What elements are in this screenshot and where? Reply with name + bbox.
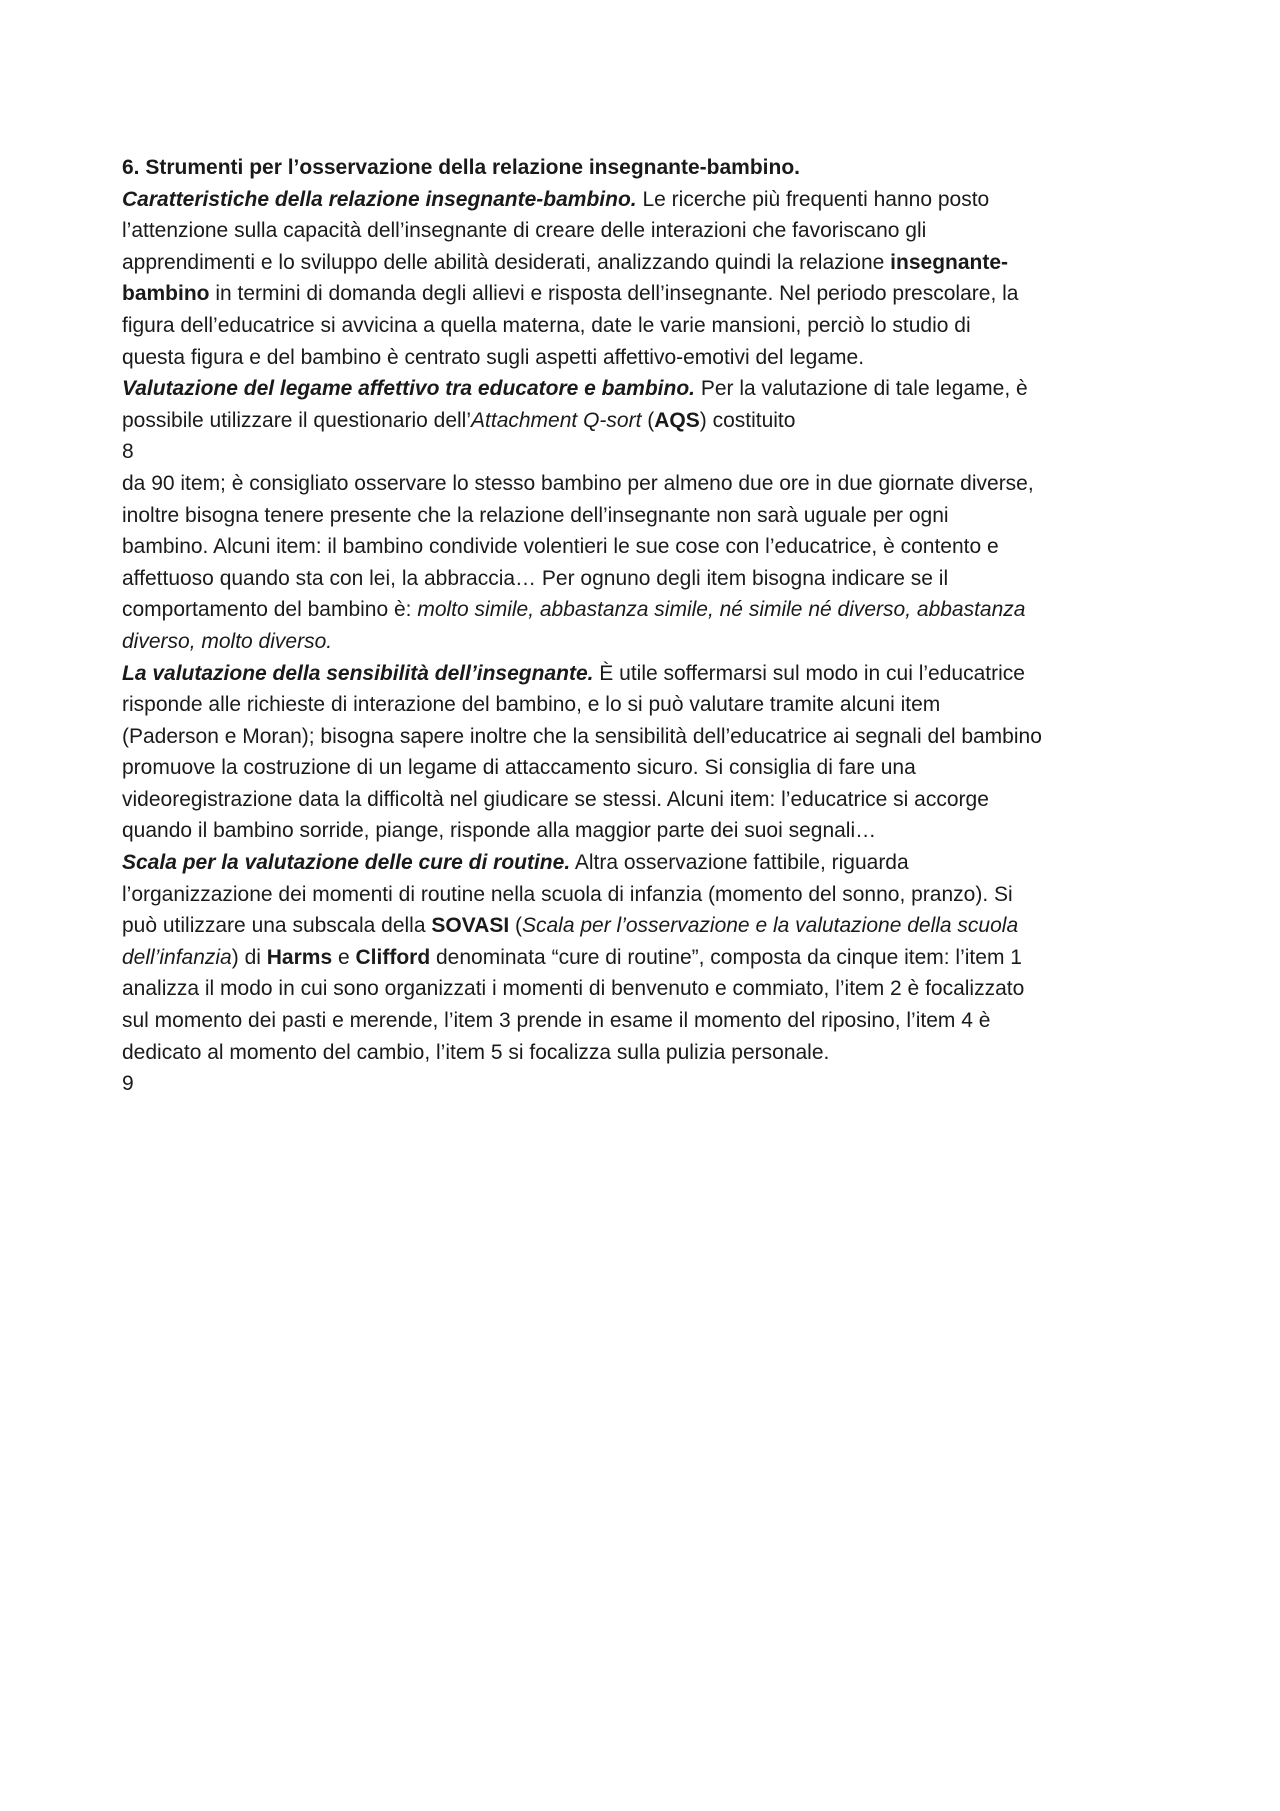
text-run: figura dell’educatrice si avvicina a quella materna, date le varie mansioni, perciò lo studio di [122, 313, 971, 337]
text-run: questa figura e del bambino è centrato sugli aspetti affettivo-emotivi del legame. [122, 345, 865, 369]
text-line [122, 373, 1182, 405]
text-run: Altra osservazione fattibile, riguarda [570, 851, 909, 875]
text-run: inoltre bisogna tenere presente che la relazione dell’insegnante non sarà uguale per ogni [122, 503, 949, 527]
text-line [122, 310, 1182, 342]
text-run: ( [509, 914, 522, 938]
text-run: AQS [654, 408, 700, 432]
text-run: dell’infanzia [122, 945, 232, 969]
text-run: Clifford [355, 945, 431, 969]
text-line [122, 815, 1182, 847]
text-line [122, 405, 1182, 437]
text-line [122, 721, 1182, 753]
text-run: 9 [122, 1072, 134, 1096]
text-run: bambino. Alcuni item: il bambino condivide volentieri le sue cose con l’educatrice, è contento e [122, 535, 999, 559]
text-run: denominata “cure di routine”, composta da cinque item: l’item 1 [430, 945, 1022, 969]
text-run: l’attenzione sulla capacità dell’insegnante di creare delle interazioni che favoriscano gli [122, 219, 927, 243]
text-line [122, 1068, 1182, 1100]
text-line [122, 1005, 1182, 1037]
text-line [122, 342, 1182, 374]
text-run: analizza il modo in cui sono organizzati i momenti di benvenuto e commiato, l’item 2 è focalizzato [122, 977, 1025, 1001]
text-line [122, 942, 1182, 974]
text-line [122, 215, 1182, 247]
text-run: Caratteristiche della relazione insegnante-bambino. [122, 187, 637, 211]
text-line [122, 500, 1182, 532]
text-line [122, 247, 1182, 279]
text-run: Attachment Q-sort [471, 408, 642, 432]
text-line [122, 531, 1182, 563]
text-line [122, 658, 1182, 690]
text-run: e [332, 945, 356, 969]
text-line [122, 468, 1182, 500]
document-body [122, 152, 1182, 1100]
text-line [122, 626, 1182, 658]
text-line [122, 973, 1182, 1005]
text-run: 8 [122, 440, 134, 464]
text-run: Le ricerche più frequenti hanno posto [636, 187, 990, 211]
text-run: SOVASI [431, 914, 510, 938]
text-line [122, 278, 1182, 310]
text-run: promuove la costruzione di un legame di attaccamento sicuro. Si consiglia di fare una [122, 756, 916, 780]
text-run: affettuoso quando sta con lei, la abbraccia… Per ognuno degli item bisogna indicare se il [122, 566, 949, 590]
text-run: ( [641, 408, 655, 432]
text-run: diverso, molto diverso. [122, 629, 333, 653]
text-run: Scala per l’osservazione e la valutazione della scuola [522, 914, 1019, 938]
text-run: quando il bambino sorride, piange, risponde alla maggior parte dei suoi segnali… [122, 819, 877, 843]
text-run: può utilizzare una subscala della [122, 914, 432, 938]
text-run: insegnante- [890, 250, 1009, 274]
text-run: molto simile, abbastanza simile, né simile né diverso, abbastanza [417, 598, 1026, 622]
text-line [122, 594, 1182, 626]
text-run: 6. Strumenti per l’osservazione della relazione insegnante-bambino. [122, 156, 801, 179]
text-run: risponde alle richieste di interazione del bambino, e lo si può valutare tramite alcuni item [122, 693, 941, 717]
text-run: La valutazione della sensibilità dell’insegnante. [122, 661, 594, 685]
text-run: in termini di domanda degli allievi e risposta dell’insegnante. Nel periodo prescolare, la [209, 282, 1019, 306]
text-line [122, 784, 1182, 816]
text-run: Per la valutazione di tale legame, è [694, 377, 1028, 401]
text-run: da 90 item; è consigliato osservare lo stesso bambino per almeno due ore in due giornate diverse, [122, 471, 1034, 495]
text-line [122, 184, 1182, 216]
text-run: possibile utilizzare il questionario dell’ [122, 408, 472, 432]
text-run: ) costituito [699, 408, 796, 432]
text-line [122, 689, 1182, 721]
text-line [122, 1037, 1182, 1069]
text-run: Scala per la valutazione delle cure di routine. [122, 851, 571, 875]
text-run: (Paderson e Moran); bisogna sapere inoltre che la sensibilità dell’educatrice ai segnali del bambino [122, 724, 1042, 748]
text-line [122, 752, 1182, 784]
text-run: l’organizzazione dei momenti di routine nella scuola di infanzia (momento del sonno, pranzo). Si [122, 882, 1013, 906]
text-line [122, 847, 1182, 879]
text-run: comportamento del bambino è: [122, 598, 418, 622]
text-run: sul momento dei pasti e merende, l’item 3 prende in esame il momento del riposino, l’item 4 è [122, 1009, 991, 1033]
text-run: È utile soffermarsi sul modo in cui l’educatrice [593, 661, 1025, 685]
text-line [122, 910, 1182, 942]
text-run: Valutazione del legame affettivo tra educatore e bambino. [122, 377, 695, 401]
text-run: apprendimenti e lo sviluppo delle abilità desiderati, analizzando quindi la relazione [122, 250, 891, 274]
text-line [122, 152, 1182, 184]
text-line [122, 436, 1182, 468]
text-line [122, 879, 1182, 911]
text-run: dedicato al momento del cambio, l’item 5 si focalizza sulla pulizia personale. [122, 1040, 830, 1064]
text-line [122, 563, 1182, 595]
text-run: bambino [122, 282, 210, 306]
text-run: ) di [231, 945, 267, 969]
text-run: Harms [266, 945, 333, 969]
text-run: videoregistrazione data la difficoltà nel giudicare se stessi. Alcuni item: l’educatrice si accorge [122, 787, 989, 811]
